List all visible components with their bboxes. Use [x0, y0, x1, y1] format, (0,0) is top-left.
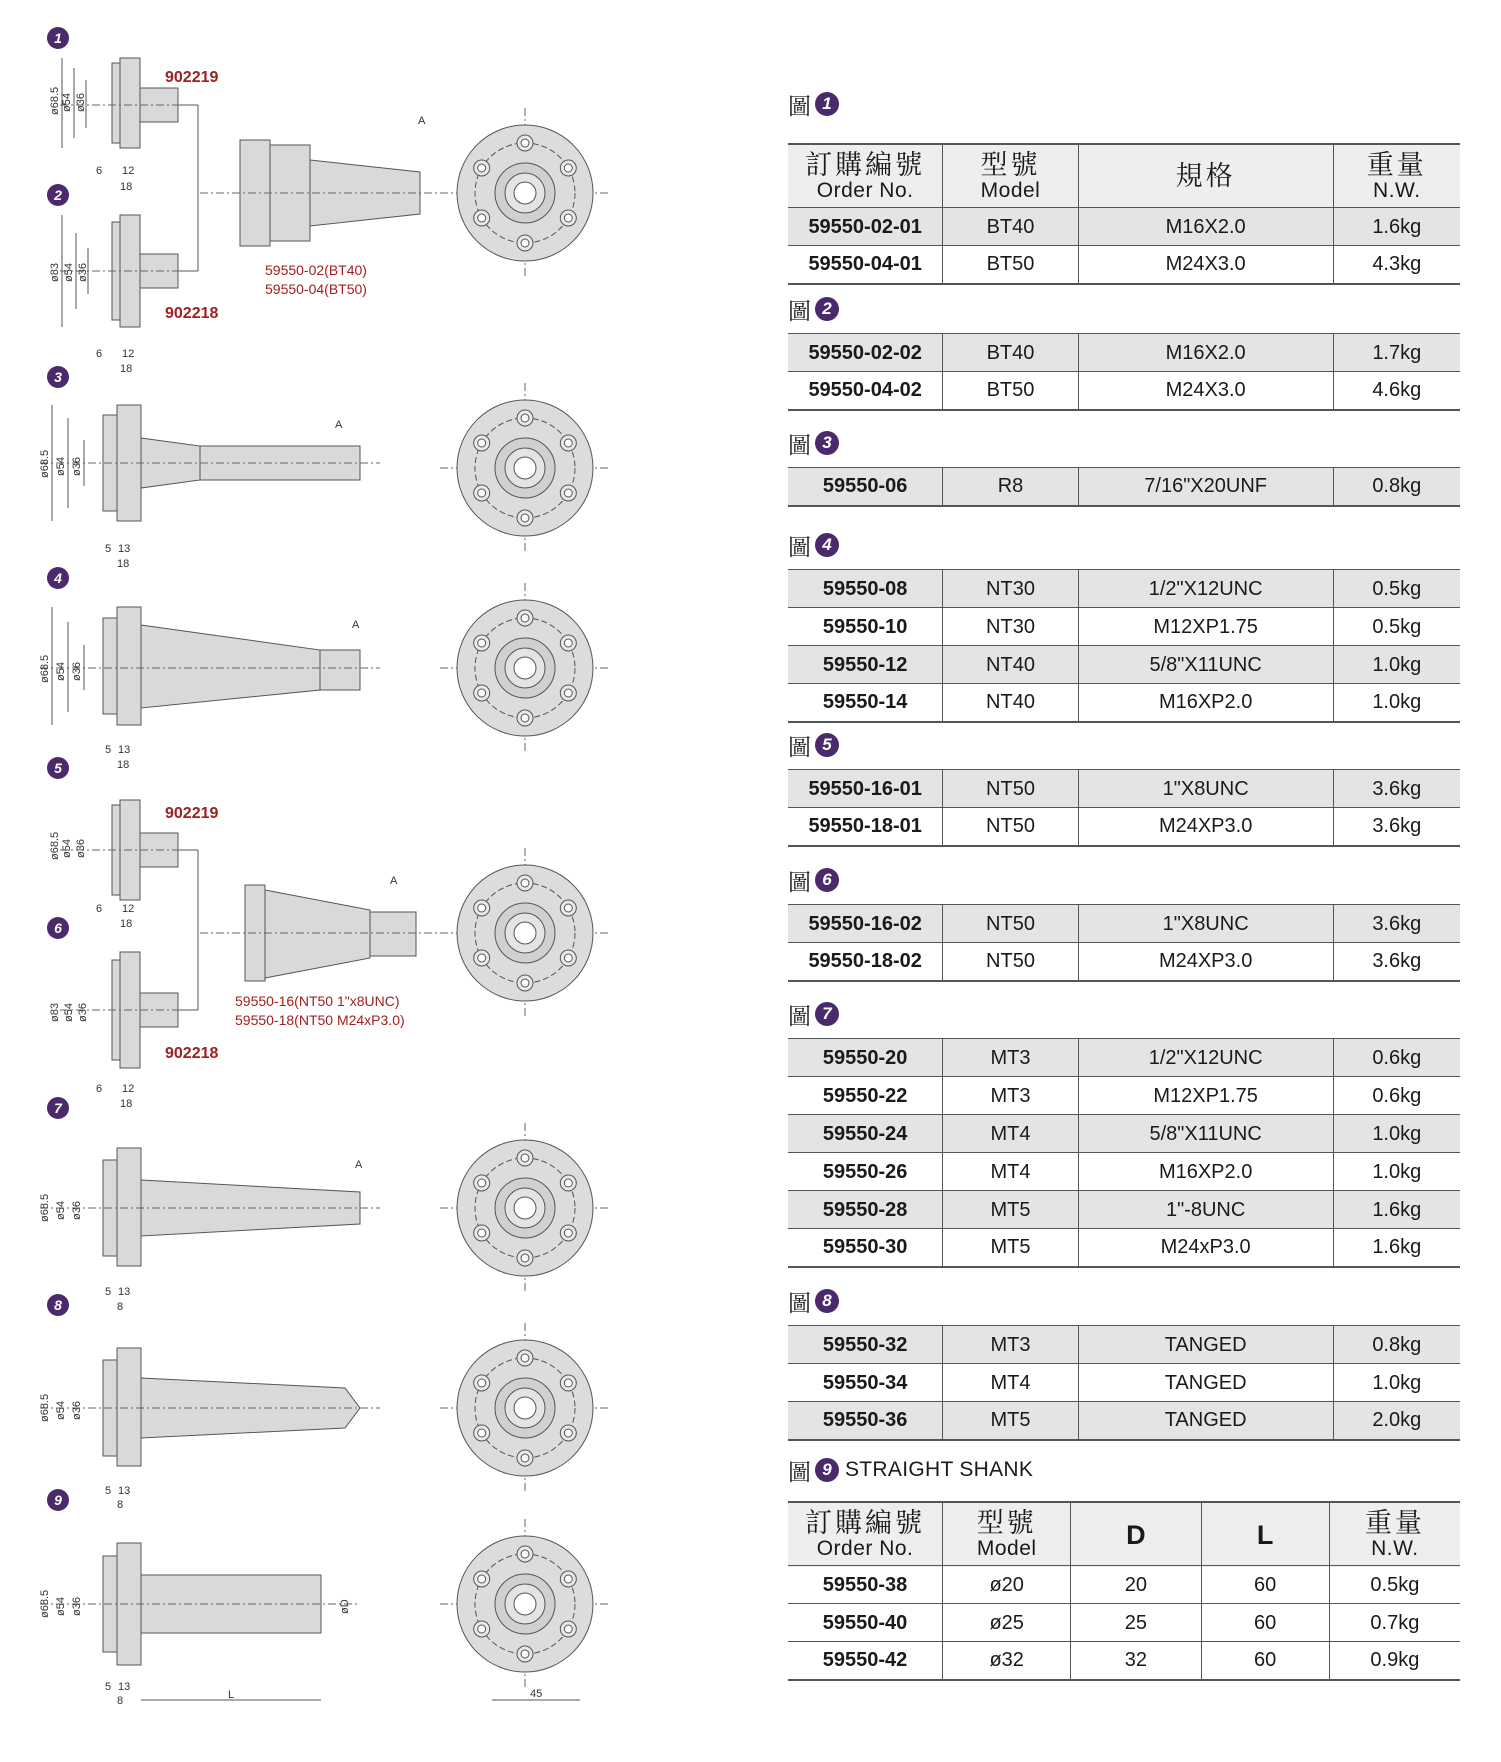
figure-extra-label: STRAIGHT SHANK — [845, 1458, 1034, 1481]
cell-weight: 0.5kg — [1372, 615, 1422, 638]
label-A-1: A — [418, 115, 426, 127]
table-row — [788, 371, 1460, 411]
figure-number-badge: 8 — [815, 1289, 839, 1313]
figure-label-zh: 圖 — [788, 1459, 811, 1486]
fig5-side-view — [49, 800, 218, 930]
cell-order: 59550-08 — [788, 570, 943, 608]
note-bt40: 59550-02(BT40) — [265, 262, 367, 278]
cell-weight: 1.7kg — [1372, 341, 1422, 364]
cell-model: BT40 — [943, 334, 1078, 372]
header-zh: 訂購編號 — [805, 1508, 926, 1539]
dim-d36-3: ø36 — [71, 457, 83, 476]
header-cell — [788, 145, 943, 209]
cell-model: ø20 — [943, 1566, 1071, 1604]
dim-d54-9: ø54 — [55, 1597, 67, 1616]
svg-text:2: 2 — [54, 187, 62, 203]
cell-d: 25 — [1071, 1604, 1201, 1642]
figure-label-zh: 圖 — [788, 534, 811, 561]
svg-text:8: 8 — [54, 1297, 62, 1313]
cell-spec: 1/2"X12UNC — [1079, 570, 1334, 608]
cell-spec: 1/2"X12UNC — [1079, 1039, 1334, 1077]
cell-order: 59550-14 — [788, 684, 943, 721]
cell-spec: 1"X8UNC — [1079, 770, 1334, 808]
dim-d685-8: ø68.5 — [39, 1393, 51, 1422]
cell-weight: 3.6kg — [1372, 912, 1422, 935]
cell-weight: 1.0kg — [1372, 691, 1422, 713]
dim-13-3: 13 — [118, 543, 131, 555]
front-views — [440, 108, 610, 1689]
figure-number-badge: 4 — [815, 533, 839, 557]
label-A-mid: A — [390, 875, 398, 887]
front-view-3 — [440, 583, 610, 753]
note-bt50: 59550-04(BT50) — [265, 281, 367, 297]
label-A-7: A — [355, 1159, 363, 1171]
cell-model: MT3 — [943, 1326, 1078, 1364]
svg-text:9: 9 — [54, 1492, 62, 1508]
cell-model: R8 — [943, 468, 1078, 505]
header-en: Order No. — [816, 179, 914, 202]
dim-d36-9: ø36 — [71, 1597, 83, 1616]
cell-weight: 0.7kg — [1370, 1611, 1420, 1634]
svg-text:1: 1 — [54, 30, 62, 46]
front-view-7 — [440, 1519, 610, 1689]
fig1-side-view — [49, 58, 218, 193]
svg-text:6: 6 — [54, 920, 62, 936]
dim-13-4: 13 — [118, 744, 131, 756]
cell-l: 60 — [1202, 1566, 1330, 1604]
cell-model: MT5 — [943, 1229, 1078, 1266]
header-zh: 型號 — [980, 150, 1041, 181]
dim-5-4: 5 — [105, 744, 112, 756]
label-A-3: A — [335, 419, 343, 431]
dim-8-9: 8 — [117, 1695, 124, 1707]
cell-l: 60 — [1202, 1604, 1330, 1642]
figure-badge-9 — [47, 1489, 69, 1511]
table-row — [788, 1603, 1460, 1642]
table-row — [788, 1076, 1460, 1115]
figure-number-badge: 6 — [815, 868, 839, 892]
cell-model: NT40 — [943, 646, 1078, 684]
dim-18-3: 18 — [117, 558, 130, 570]
header-cell — [1079, 145, 1334, 209]
cell-spec: TANGED — [1079, 1364, 1334, 1402]
cell-weight: 0.8kg — [1372, 1333, 1422, 1356]
cell-order: 59550-04-02 — [788, 372, 943, 409]
dim-d54-1: ø54 — [61, 93, 73, 112]
cell-weight: 4.3kg — [1372, 253, 1422, 275]
table-row — [788, 942, 1460, 982]
svg-text:5: 5 — [54, 760, 62, 776]
cell-model: NT50 — [943, 905, 1078, 943]
dim-d54-6: ø54 — [63, 1003, 75, 1022]
cell-model: MT5 — [943, 1402, 1078, 1439]
header-single: 規格 — [1175, 161, 1236, 192]
dim-d36-1: ø36 — [75, 93, 87, 112]
cell-order: 59550-06 — [788, 468, 943, 505]
dim-d685-9: ø68.5 — [39, 1589, 51, 1618]
table-row — [788, 467, 1460, 507]
dim-d685-5: ø68.5 — [49, 831, 61, 860]
figure-label-zh: 圖 — [788, 298, 811, 325]
dim-d54-5: ø54 — [61, 839, 73, 858]
dim-d685-4: ø68.5 — [39, 654, 51, 683]
table-row — [788, 1152, 1460, 1191]
figure-number-badge: 7 — [815, 1002, 839, 1026]
cell-spec: M16X2.0 — [1079, 208, 1334, 246]
svg-text:3: 3 — [54, 369, 62, 385]
header-cell — [1071, 1503, 1201, 1567]
cell-weight: 0.6kg — [1372, 1046, 1422, 1069]
dim-18-2: 18 — [120, 363, 133, 375]
figure-number-badge: 2 — [815, 297, 839, 321]
dim-d685-7: ø68.5 — [39, 1193, 51, 1222]
dim-L-9: L — [228, 1689, 235, 1701]
dim-12-2: 12 — [122, 348, 135, 360]
cell-weight: 3.6kg — [1372, 777, 1422, 800]
cell-weight: 1.6kg — [1372, 1236, 1422, 1258]
table-row — [788, 807, 1460, 847]
figure-badge-3 — [47, 366, 69, 388]
dim-12-1: 12 — [122, 165, 135, 177]
front-view-1 — [440, 108, 610, 278]
part-902218-mid: 902218 — [165, 1045, 219, 1062]
figure-number-badge: 1 — [815, 92, 839, 116]
fig8-side-view — [39, 1348, 380, 1511]
dim-5-3: 5 — [105, 543, 112, 555]
figure-label-4 — [788, 531, 839, 559]
figure-label-9 — [788, 1456, 1033, 1484]
dim-6-5: 6 — [96, 903, 103, 915]
figure-label-zh: 圖 — [788, 432, 811, 459]
cell-weight: 0.8kg — [1372, 475, 1422, 497]
cell-spec: M24xP3.0 — [1079, 1229, 1334, 1266]
cell-model: BT40 — [943, 208, 1078, 246]
header-cell — [1202, 1503, 1330, 1567]
cell-order: 59550-18-01 — [788, 808, 943, 845]
cell-weight: 1.6kg — [1372, 215, 1422, 238]
cell-spec: 1"X8UNC — [1079, 905, 1334, 943]
cell-order: 59550-02-02 — [788, 334, 943, 372]
cell-model: NT50 — [943, 770, 1078, 808]
figure-badges — [47, 27, 69, 1511]
dim-d685-3: ø68.5 — [39, 449, 51, 478]
dim-18-4: 18 — [117, 759, 130, 771]
cell-weight: 0.5kg — [1370, 1573, 1420, 1596]
cell-model: NT30 — [943, 570, 1078, 608]
cell-order: 59550-40 — [788, 1604, 943, 1642]
figure-number-badge: 5 — [815, 733, 839, 757]
table-row — [788, 683, 1460, 723]
dim-8-7: 8 — [117, 1301, 124, 1313]
table-row — [788, 1641, 1460, 1681]
figure-badge-5 — [47, 757, 69, 779]
header-single: L — [1256, 1519, 1274, 1550]
cell-spec: TANGED — [1079, 1326, 1334, 1364]
cell-order: 59550-16-01 — [788, 770, 943, 808]
cell-model: ø25 — [943, 1604, 1071, 1642]
header-single: D — [1126, 1519, 1146, 1550]
dim-18-1: 18 — [120, 181, 133, 193]
cell-spec: 1"-8UNC — [1079, 1191, 1334, 1229]
cell-model: BT50 — [943, 372, 1078, 409]
table-row — [788, 1114, 1460, 1153]
cell-model: NT30 — [943, 608, 1078, 646]
table-row — [788, 1565, 1460, 1604]
cell-spec: M24XP3.0 — [1079, 943, 1334, 980]
cell-model: MT3 — [943, 1039, 1078, 1077]
dim-12-6: 12 — [122, 1083, 135, 1095]
figure-label-8 — [788, 1287, 839, 1315]
front-view-6 — [440, 1323, 610, 1493]
cell-order: 59550-42 — [788, 1642, 943, 1679]
table-row — [788, 333, 1460, 372]
cell-order: 59550-18-02 — [788, 943, 943, 980]
dim-d54-4: ø54 — [55, 662, 67, 681]
table-row — [788, 1228, 1460, 1268]
cell-model: NT50 — [943, 808, 1078, 845]
cell-spec: TANGED — [1079, 1402, 1334, 1439]
cell-weight: 1.0kg — [1372, 653, 1422, 676]
figure-label-zh: 圖 — [788, 869, 811, 896]
cell-weight: 1.0kg — [1372, 1160, 1422, 1183]
figure-label-7 — [788, 1000, 839, 1028]
cell-d: 20 — [1071, 1566, 1201, 1604]
table-header-9 — [788, 1501, 1460, 1567]
header-zh: 型號 — [976, 1508, 1037, 1539]
front-view-5 — [440, 1123, 610, 1293]
dim-13-7: 13 — [118, 1286, 131, 1298]
dim-d36-8: ø36 — [71, 1401, 83, 1420]
header-en: Order No. — [816, 1537, 914, 1560]
cell-order: 59550-22 — [788, 1077, 943, 1115]
cell-order: 59550-26 — [788, 1153, 943, 1191]
cell-spec: M24XP3.0 — [1079, 808, 1334, 845]
dim-d36-2: ø36 — [77, 263, 89, 282]
dim-6-2: 6 — [96, 348, 103, 360]
part-902219-top: 902219 — [165, 69, 219, 86]
cell-spec: 7/16"X20UNF — [1079, 468, 1334, 505]
note-nt50-2: 59550-18(NT50 M24xP3.0) — [235, 1012, 405, 1028]
cell-model: BT50 — [943, 246, 1078, 283]
figure-label-zh: 圖 — [788, 1290, 811, 1317]
nt-holder-view — [200, 875, 440, 1028]
fig3-side-view — [39, 405, 380, 570]
figure-label-zh: 圖 — [788, 734, 811, 761]
cell-weight: 3.6kg — [1372, 950, 1422, 972]
cell-spec: M24X3.0 — [1079, 246, 1334, 283]
cell-spec: M12XP1.75 — [1079, 608, 1334, 646]
cell-weight: 1.6kg — [1372, 1198, 1422, 1221]
header-zh: 重量 — [1366, 150, 1427, 181]
table-row — [788, 1190, 1460, 1229]
table-row — [788, 607, 1460, 646]
table-header — [788, 143, 1460, 209]
cell-order: 59550-34 — [788, 1364, 943, 1402]
dim-18-5: 18 — [120, 918, 133, 930]
figure-label-zh: 圖 — [788, 93, 811, 120]
figure-badge-7 — [47, 1097, 69, 1119]
cell-model: MT4 — [943, 1153, 1078, 1191]
cell-weight: 0.9kg — [1370, 1649, 1420, 1671]
figure-badge-4 — [47, 567, 69, 589]
table-row — [788, 1363, 1460, 1402]
dim-d36-6: ø36 — [77, 1003, 89, 1022]
cell-spec: M24X3.0 — [1079, 372, 1334, 409]
header-cell — [943, 145, 1078, 209]
front-view-4 — [440, 848, 610, 1018]
header-en: Model — [976, 1537, 1037, 1560]
dim-d54-2: ø54 — [63, 263, 75, 282]
cell-spec: M16XP2.0 — [1079, 1153, 1334, 1191]
figure-badge-8 — [47, 1294, 69, 1316]
dim-6-1: 6 — [96, 165, 103, 177]
cell-model: MT4 — [943, 1364, 1078, 1402]
table-row — [788, 645, 1460, 684]
cell-model: MT4 — [943, 1115, 1078, 1153]
cell-weight: 3.6kg — [1372, 815, 1422, 837]
cell-order: 59550-38 — [788, 1566, 943, 1604]
dim-6-6: 6 — [96, 1083, 103, 1095]
cell-d: 32 — [1071, 1642, 1201, 1679]
bt-holder-view — [200, 115, 450, 297]
header-en: Model — [980, 179, 1041, 202]
figure-label-3 — [788, 429, 839, 457]
cell-model: MT3 — [943, 1077, 1078, 1115]
figure-badge-1 — [47, 27, 69, 49]
figure-label-zh: 圖 — [788, 1003, 811, 1030]
note-nt50-1: 59550-16(NT50 1"x8UNC) — [235, 993, 400, 1009]
header-cell — [788, 1503, 943, 1567]
dim-d36-4: ø36 — [71, 662, 83, 681]
cell-order: 59550-04-01 — [788, 246, 943, 283]
dim-13-9: 13 — [118, 1681, 131, 1693]
cell-order: 59550-28 — [788, 1191, 943, 1229]
header-en: N.W. — [1373, 179, 1421, 202]
part-902218-top: 902218 — [165, 305, 219, 322]
cell-model: MT5 — [943, 1191, 1078, 1229]
cell-spec: M16XP2.0 — [1079, 684, 1334, 721]
cell-spec: 5/8"X11UNC — [1079, 646, 1334, 684]
header-cell — [1334, 145, 1460, 209]
cell-order: 59550-32 — [788, 1326, 943, 1364]
dim-45-9: 45 — [530, 1688, 543, 1700]
cell-order: 59550-36 — [788, 1402, 943, 1439]
fig7-side-view — [39, 1148, 380, 1313]
figure-number-badge: 9 — [815, 1458, 839, 1482]
cell-order: 59550-02-01 — [788, 208, 943, 246]
svg-text:7: 7 — [54, 1100, 62, 1116]
cell-l: 60 — [1202, 1642, 1330, 1679]
table-row — [788, 569, 1460, 608]
table-row — [788, 245, 1460, 285]
table-row — [788, 207, 1460, 246]
dim-d54-7: ø54 — [55, 1201, 67, 1220]
figure-label-2 — [788, 295, 839, 323]
table-row — [788, 1401, 1460, 1441]
cell-order: 59550-30 — [788, 1229, 943, 1266]
header-en: N.W. — [1371, 1537, 1419, 1560]
figure-label-1 — [788, 90, 839, 118]
dim-d36-5: ø36 — [75, 839, 87, 858]
dim-12-5: 12 — [122, 903, 135, 915]
cell-weight: 1.0kg — [1372, 1122, 1422, 1145]
dim-d54-3: ø54 — [55, 457, 67, 476]
cell-weight: 0.6kg — [1372, 1084, 1422, 1107]
dim-8-8: 8 — [117, 1499, 124, 1511]
dim-5-8: 5 — [105, 1485, 112, 1497]
cell-weight: 2.0kg — [1372, 1409, 1422, 1431]
figure-label-5 — [788, 731, 839, 759]
table-row — [788, 1038, 1460, 1077]
dim-d36-7: ø36 — [71, 1201, 83, 1220]
dim-d685-1: ø68.5 — [49, 86, 61, 115]
header-zh: 重量 — [1364, 1508, 1425, 1539]
cell-weight: 0.5kg — [1372, 577, 1422, 600]
cell-model: NT50 — [943, 943, 1078, 980]
table-row — [788, 904, 1460, 943]
cell-model: NT40 — [943, 684, 1078, 721]
figure-label-6 — [788, 866, 839, 894]
spec-tables — [788, 0, 1460, 1757]
cell-weight: 1.0kg — [1372, 1371, 1422, 1394]
cell-spec: M16X2.0 — [1079, 334, 1334, 372]
figure-number-badge: 3 — [815, 431, 839, 455]
header-cell — [1330, 1503, 1460, 1567]
dim-d83-2: ø83 — [49, 263, 61, 282]
cell-spec: M12XP1.75 — [1079, 1077, 1334, 1115]
header-zh: 訂購編號 — [805, 150, 926, 181]
fig4-side-view — [39, 607, 380, 771]
label-A-4: A — [352, 619, 360, 631]
dim-D-9: øD — [339, 1599, 351, 1614]
header-cell — [943, 1503, 1071, 1567]
cell-order: 59550-24 — [788, 1115, 943, 1153]
dim-d54-8: ø54 — [55, 1401, 67, 1420]
front-view-2 — [440, 383, 610, 553]
part-902219-mid: 902219 — [165, 805, 219, 822]
table-row — [788, 1325, 1460, 1364]
figure-badge-6 — [47, 917, 69, 939]
cell-spec: 5/8"X11UNC — [1079, 1115, 1334, 1153]
dim-13-8: 13 — [118, 1485, 131, 1497]
cell-order: 59550-16-02 — [788, 905, 943, 943]
dim-5-9: 5 — [105, 1681, 112, 1693]
cell-order: 59550-12 — [788, 646, 943, 684]
dim-d83-6: ø83 — [49, 1003, 61, 1022]
cell-weight: 4.6kg — [1372, 379, 1422, 401]
cell-order: 59550-10 — [788, 608, 943, 646]
figure-badge-2 — [47, 184, 69, 206]
table-row — [788, 769, 1460, 808]
svg-text:4: 4 — [54, 570, 62, 586]
cell-order: 59550-20 — [788, 1039, 943, 1077]
dim-18-6: 18 — [120, 1098, 133, 1110]
cell-model: ø32 — [943, 1642, 1071, 1679]
dim-5-7: 5 — [105, 1286, 112, 1298]
